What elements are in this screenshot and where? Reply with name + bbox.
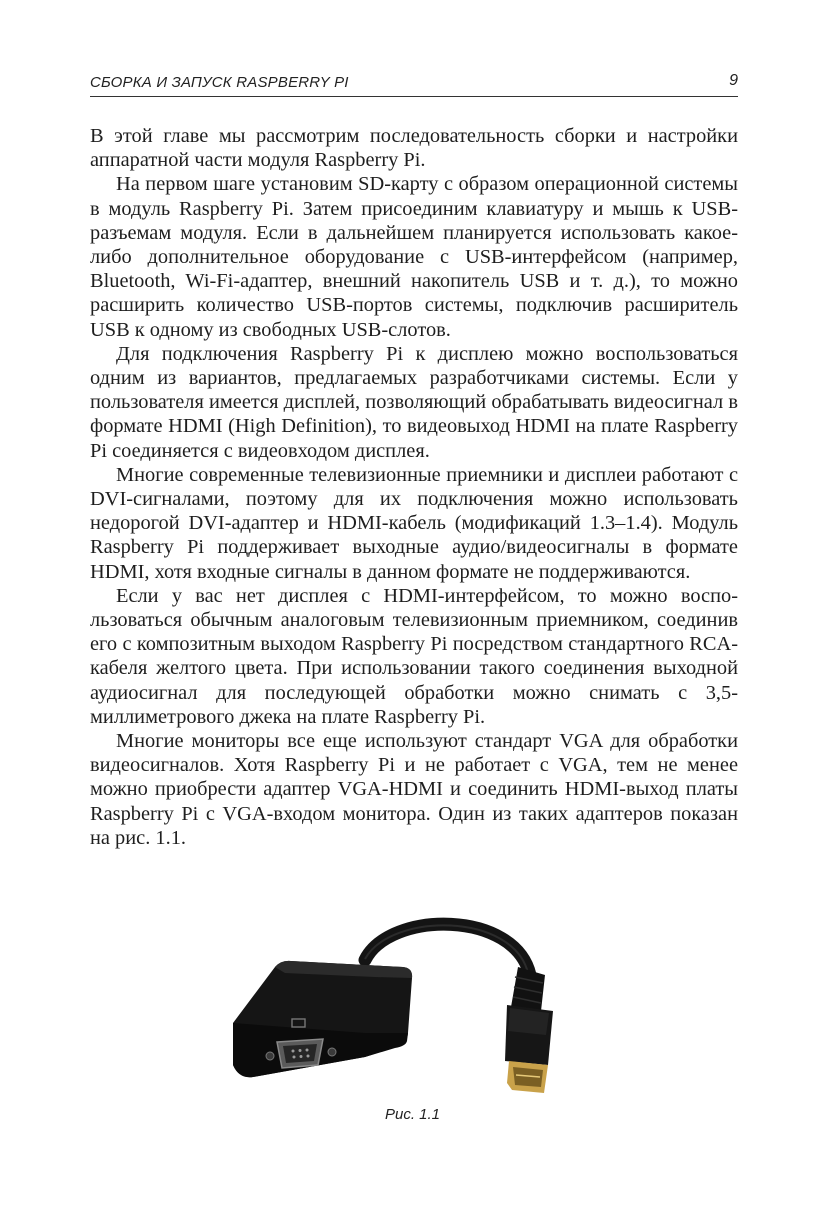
paragraph: Многие мониторы все еще используют стандарт VGA для обработки видеосигналов. Хотя Raspberry Pi и не работает с VGA, тем не менее можно приобрести адаптер VGA-HDMI и соединить HDMI-выход платы Raspberry Pi с VGA-входом монитора. Один из таких адаптеров показан на рис. 1.1. [90, 730, 738, 849]
chapter-title: СБОРКА И ЗАПУСК RASPBERRY PI [90, 74, 349, 91]
page-number: 9 [729, 72, 738, 89]
paragraph: Если у вас нет дисплея с HDMI-интерфейсом, то можно воспользоваться обычным аналоговым телевизионным приемником, соединив его с композитным выходом Raspberry Pi посредством стандартного RCA-кабеля желтого цвета. При использовании такого соединения выходной аудиосигнал для последующей обработки можно снимать с 3,5-миллиметрового джека на плате Raspberry Pi. [90, 584, 738, 728]
paragraph: На первом шаге установим SD-карту с образом операционной системы в модуль Raspberry Pi. Затем присоединим клавиатуру и мышь к USB-разъемам модуля. Если в дальнейшем планируется использовать какое-либо дополнительное оборудование с USB-интерфейсом (например, Bluetooth, Wi-Fi-адаптер, внешний накопитель USB и т. д.), то можно расширить количество USB-портов системы, подключив расширитель USB к одному из свободных USB-слотов. [90, 173, 738, 341]
paragraph: В этой главе мы рассмотрим последовательность сборки и настройки аппаратной части модуля Raspberry Pi. [90, 125, 738, 172]
paragraph: Для подключения Raspberry Pi к дисплею можно воспользоваться одним из вариантов, предлагаемых разработчиками системы. Если у пользователя имеется дисплей, позволяющий обрабатывать видеосигнал в формате HDMI (High Definition), то видеовыход HDMI на плате Raspberry Pi соединяется с видеовходом дисплея. [90, 342, 738, 462]
running-header [90, 70, 738, 97]
adapter-illustration [215, 915, 625, 1105]
body-text [90, 124, 738, 850]
figure-caption: Рис. 1.1 [384, 1106, 441, 1123]
paragraph: Многие современные телевизионные приемники и дисплеи работают с DVI-сигналами, поэтому для их подключения можно использовать недорогой DVI-адаптер и HDMI-кабель (модификаций 1.3–1.4). Модуль Raspberry Pi поддерживает выходные аудио/видеосигналы в формате HDMI, хотя входные сигналы в данном формате не поддерживаются. [90, 463, 738, 583]
figure-vga-hdmi-adapter [215, 915, 625, 1105]
